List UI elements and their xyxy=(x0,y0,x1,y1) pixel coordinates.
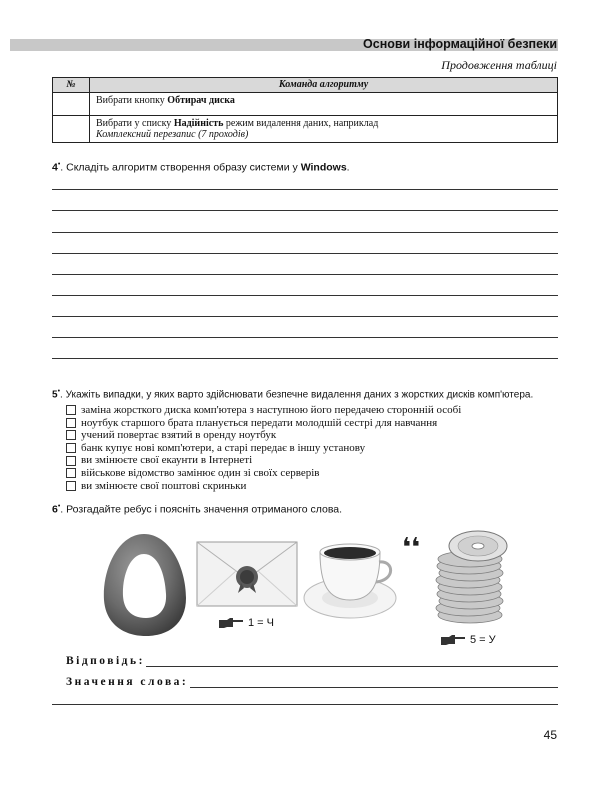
command-cell xyxy=(90,93,558,116)
table-continuation-note: Продовження таблиці xyxy=(441,58,557,72)
list-item[interactable] xyxy=(66,404,461,417)
list-item[interactable] xyxy=(66,442,461,455)
option-label: заміна жорсткого диска комп'ютера з наступною його передачею сторонній особі xyxy=(81,404,462,416)
command-text-rest: режим видалення даних, наприклад xyxy=(223,118,379,129)
task-number: 6 xyxy=(52,503,58,516)
table-row xyxy=(53,93,558,116)
checkbox[interactable] xyxy=(66,430,76,440)
task-text: . Розгадайте ребус і поясніть значення отриманого слова. xyxy=(60,503,343,516)
option-label: учений повертає взятий в оренду ноутбук xyxy=(81,429,277,442)
table-header-row xyxy=(53,78,558,93)
checkbox[interactable] xyxy=(66,468,76,478)
comma-marks: ❛❛ xyxy=(402,533,421,563)
rebus-hint-1 xyxy=(218,617,274,629)
coffee-cup-picture xyxy=(302,538,398,620)
envelope-picture xyxy=(196,541,298,607)
difficulty-mark: • xyxy=(57,503,61,510)
answer-line[interactable] xyxy=(52,210,558,211)
answer-line[interactable] xyxy=(52,358,558,359)
command-text: Вибрати кнопку xyxy=(96,95,168,106)
option-label: ви змінюєте свої екаунти в Інтернеті xyxy=(81,454,253,467)
option-label: військове відомство замінює один зі своїх серверів xyxy=(81,466,320,479)
task-4-prompt xyxy=(52,161,350,174)
option-label: ноутбук старшого брата планується передати молодшій сестрі для навчання xyxy=(81,416,438,429)
meaning-field-extra[interactable] xyxy=(52,704,558,705)
task-number: 5 xyxy=(52,389,58,401)
list-item[interactable] xyxy=(66,454,461,467)
answer-line[interactable] xyxy=(52,274,558,275)
task-text: . Складіть алгоритм створення образу системи у xyxy=(60,161,301,174)
task-5-prompt xyxy=(52,388,533,400)
list-item[interactable] xyxy=(66,480,461,493)
meaning-field[interactable] xyxy=(190,687,558,688)
row-number xyxy=(53,93,90,116)
answer-field[interactable] xyxy=(146,666,558,667)
table-row xyxy=(53,116,558,143)
option-label: ви змінюєте свої поштові скриньки xyxy=(81,479,247,492)
task-text-end: . xyxy=(346,161,350,174)
list-item[interactable] xyxy=(66,467,461,480)
answer-label: Відповідь: xyxy=(66,655,145,667)
difficulty-mark: • xyxy=(57,161,61,168)
answer-line[interactable] xyxy=(52,189,558,190)
option-list xyxy=(66,404,461,492)
row-number xyxy=(53,116,90,143)
task-6-prompt xyxy=(52,503,342,516)
disc-stack-picture xyxy=(432,527,508,625)
checkbox[interactable] xyxy=(66,405,76,415)
algorithm-table xyxy=(52,77,558,143)
hint-text: 5 = У xyxy=(470,634,496,646)
checkbox[interactable] xyxy=(66,443,76,453)
meaning-label: Значення слова: xyxy=(66,676,189,688)
answer-line[interactable] xyxy=(52,253,558,254)
command-text: Вибрати у списку xyxy=(96,118,174,129)
task-strong: Windows xyxy=(300,161,347,174)
checkbox[interactable] xyxy=(66,418,76,428)
checkbox[interactable] xyxy=(66,481,76,491)
hint-text: 1 = Ч xyxy=(248,617,274,629)
list-item[interactable] xyxy=(66,429,461,442)
column-header-number: № xyxy=(53,78,90,93)
command-strong: Надійність xyxy=(173,118,224,129)
checkbox[interactable] xyxy=(66,456,76,466)
answer-line[interactable] xyxy=(52,337,558,338)
answer-line[interactable] xyxy=(52,316,558,317)
task-number: 4 xyxy=(52,161,58,174)
pointing-hand-icon xyxy=(218,617,244,629)
answer-line[interactable] xyxy=(52,232,558,233)
stone-ring-picture xyxy=(96,530,192,640)
command-strong: Обтирач диска xyxy=(167,95,235,106)
answer-line[interactable] xyxy=(52,295,558,296)
command-note: Комплексний перезапис (7 проходів) xyxy=(96,129,249,140)
page-number: 45 xyxy=(543,728,557,742)
section-title: Основи інформаційної безпеки xyxy=(363,37,557,51)
column-header-command: Команда алгоритму xyxy=(90,78,558,93)
difficulty-mark: • xyxy=(57,388,61,395)
pointing-hand-icon xyxy=(440,634,466,646)
task-text: . Укажіть випадки, у яких варто здійснювати безпечне видалення даних з жорстких дисків комп'ютера. xyxy=(60,389,534,401)
command-cell xyxy=(90,116,558,143)
list-item[interactable] xyxy=(66,417,461,430)
option-label: банк купує нові комп'ютери, а старі передає в іншу установу xyxy=(81,441,366,454)
rebus-hint-2 xyxy=(440,634,496,646)
